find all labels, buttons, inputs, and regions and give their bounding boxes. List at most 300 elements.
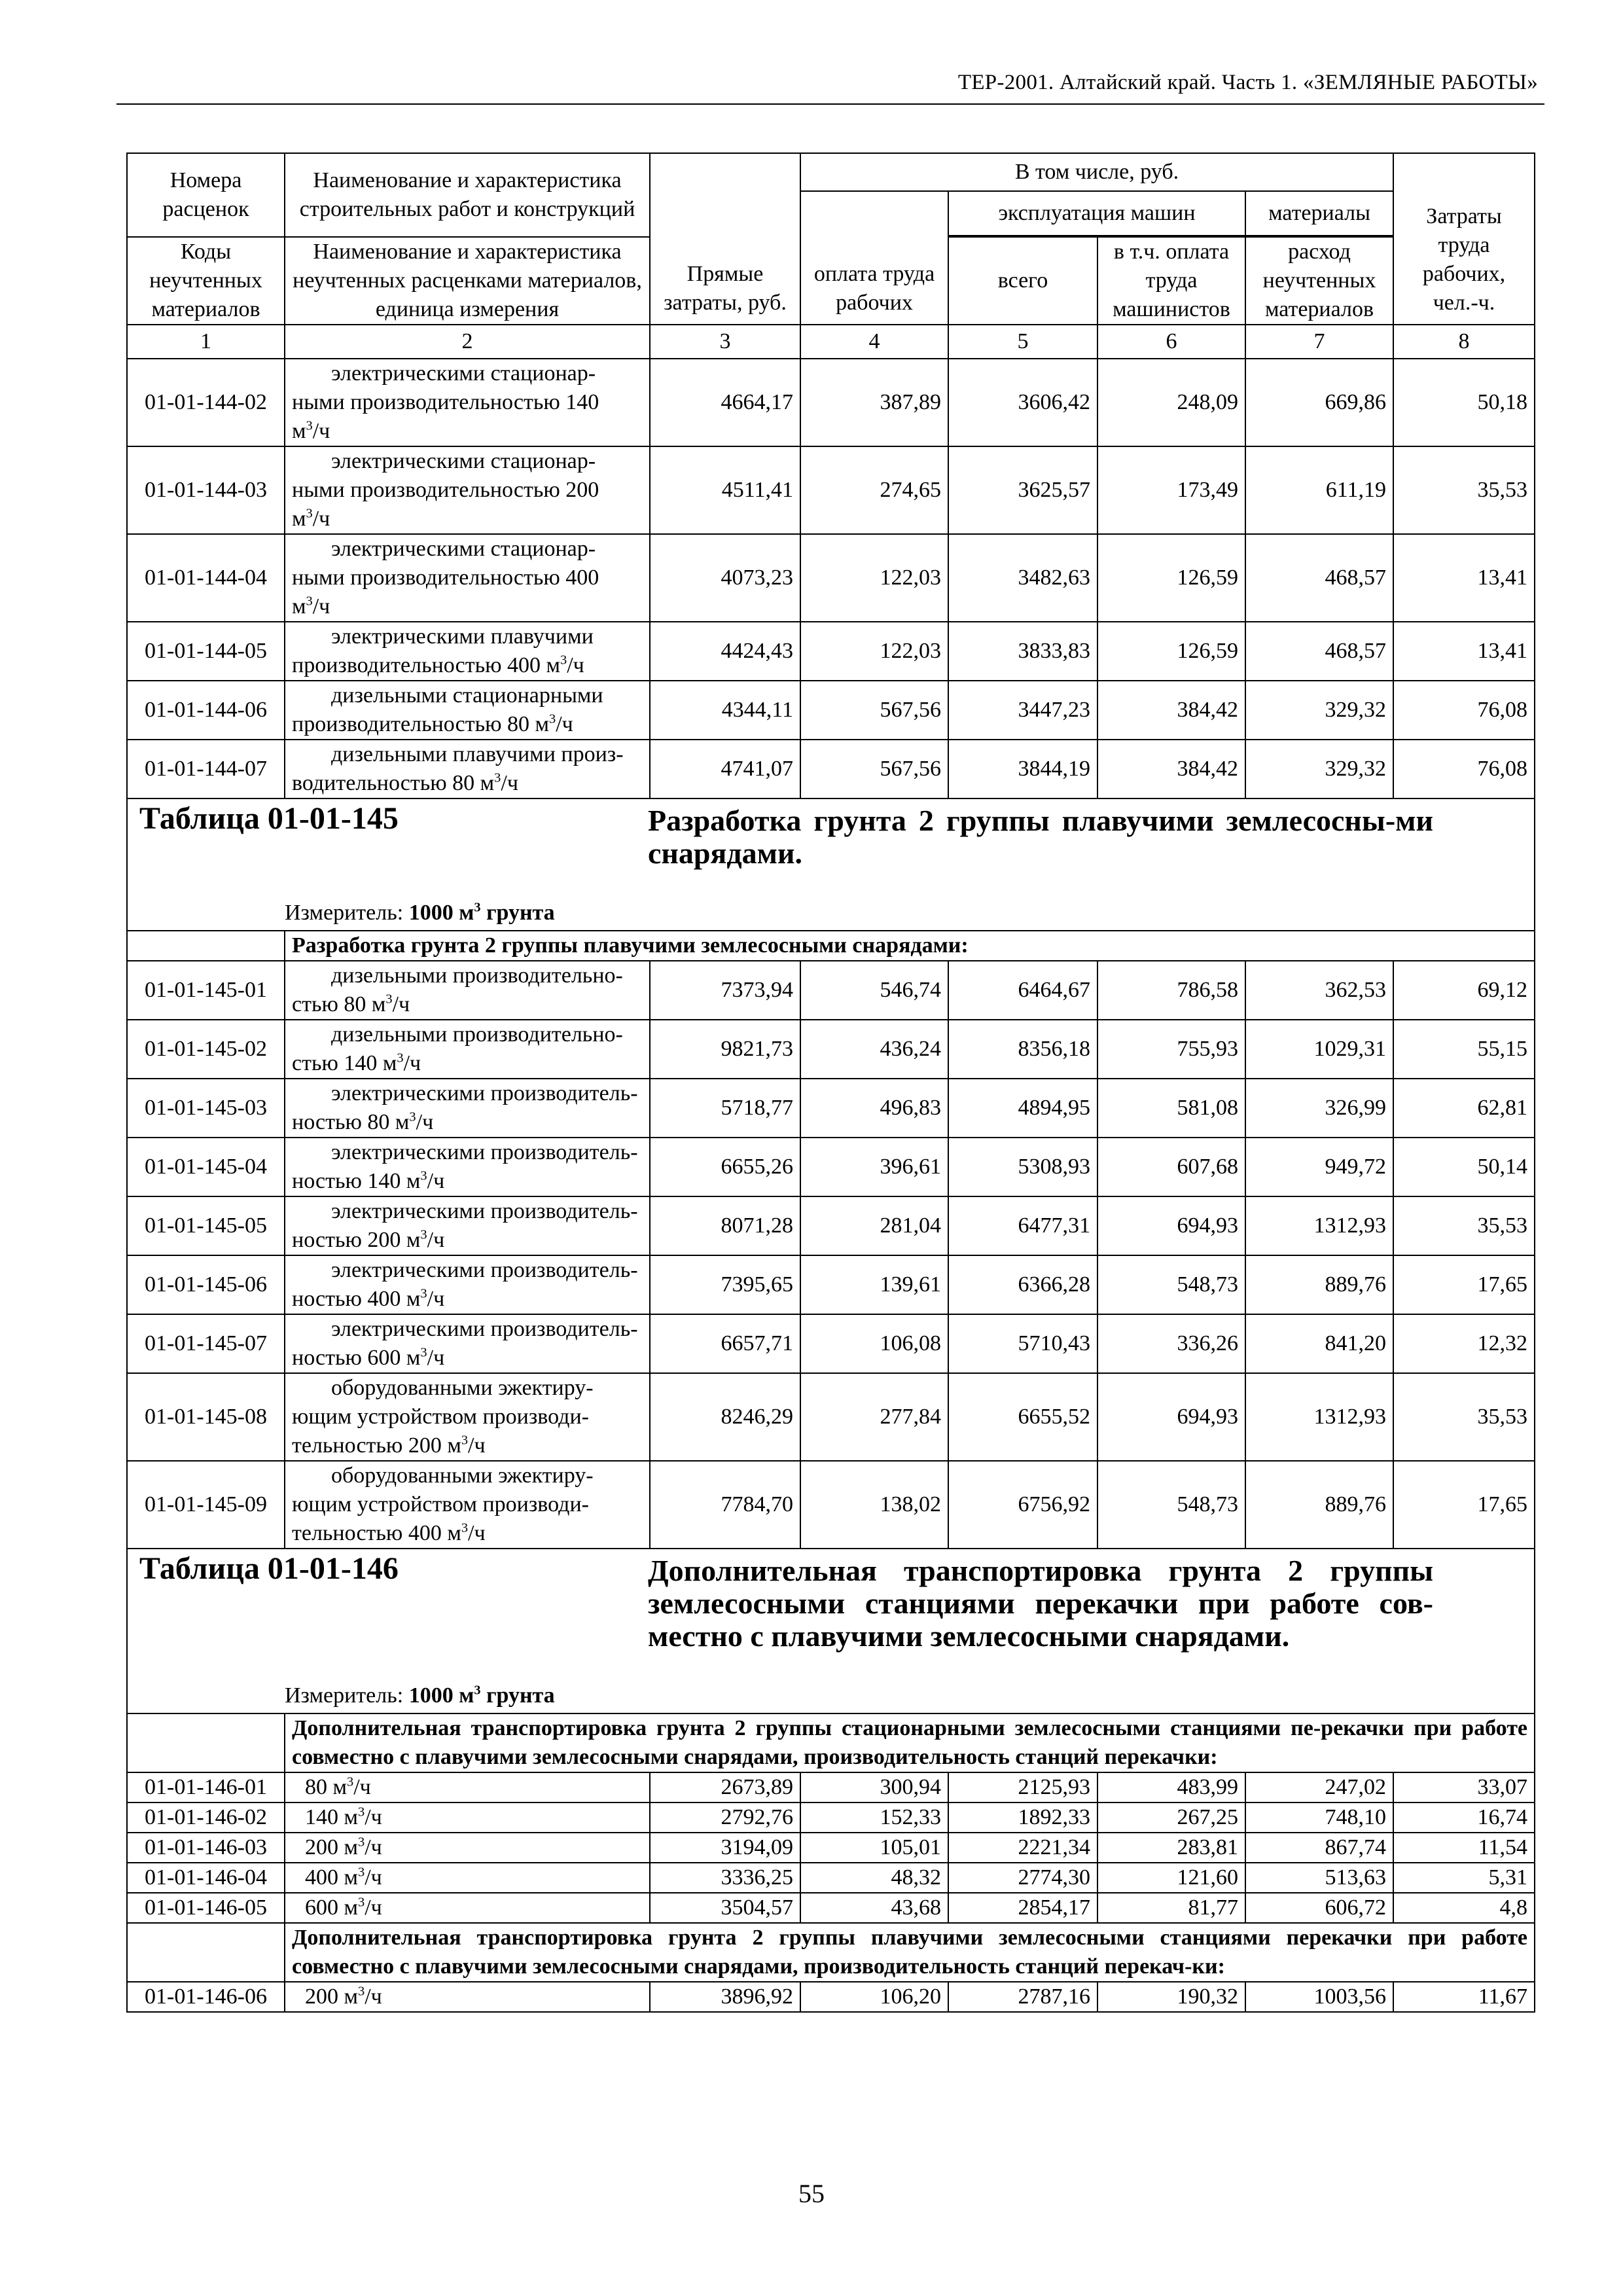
rate-name: 200 м bbox=[305, 1984, 359, 2009]
section-empty-cell bbox=[127, 1923, 285, 1982]
rate-name-cell bbox=[285, 534, 650, 622]
rate-name-line: ющим устройством производи- bbox=[292, 1405, 589, 1429]
value-labor: 11,54 bbox=[1393, 1833, 1535, 1863]
rate-code: 01-01-145-08 bbox=[127, 1373, 285, 1461]
unit-exponent: 3 bbox=[549, 711, 556, 726]
table-row bbox=[127, 534, 1535, 622]
value-direct: 4511,41 bbox=[650, 446, 800, 534]
rate-code: 01-01-145-03 bbox=[127, 1079, 285, 1138]
value-pay: 567,56 bbox=[800, 681, 948, 740]
unit-per-hour: /ч bbox=[365, 1984, 382, 2009]
unit-exponent: 3 bbox=[494, 770, 501, 785]
table-title-row bbox=[127, 798, 1535, 931]
unit-per-hour: /ч bbox=[468, 1521, 486, 1545]
rate-name: 200 м bbox=[305, 1835, 359, 1859]
rate-code: 01-01-145-09 bbox=[127, 1461, 285, 1549]
value-labor: 5,31 bbox=[1393, 1863, 1535, 1893]
rate-name-line: водительностью 80 м bbox=[292, 771, 495, 795]
rate-name-line: ностью 80 м bbox=[292, 1110, 410, 1134]
table-row bbox=[127, 1255, 1535, 1314]
section-row bbox=[127, 1713, 1535, 1772]
value-machines: 6464,67 bbox=[948, 961, 1097, 1020]
table-title: Дополнительная транспортировка грунта 2 группы землесосными станциями перекачки при работе сов-местно с плавучими землесосными снарядами. bbox=[648, 1554, 1433, 1653]
col-number: 2 bbox=[285, 325, 650, 359]
table-row bbox=[127, 1772, 1535, 1803]
rate-name-cell bbox=[285, 740, 650, 798]
unit-per-hour: /ч bbox=[392, 992, 410, 1016]
unit-exponent: 3 bbox=[358, 1804, 365, 1820]
value-pay: 496,83 bbox=[800, 1079, 948, 1138]
table-row bbox=[127, 1982, 1535, 2012]
value-labor: 76,08 bbox=[1393, 681, 1535, 740]
value-labor: 55,15 bbox=[1393, 1020, 1535, 1079]
rate-name-line: электрическими производитель- bbox=[331, 1317, 638, 1341]
unit-exponent: 3 bbox=[560, 653, 567, 668]
value-materials: 1003,56 bbox=[1245, 1982, 1393, 2012]
value-direct: 4073,23 bbox=[650, 534, 800, 622]
unit-exponent: 3 bbox=[409, 1109, 416, 1124]
value-materials: 513,63 bbox=[1245, 1863, 1393, 1893]
table-row bbox=[127, 1373, 1535, 1461]
header-row-1 bbox=[127, 153, 1535, 191]
value-labor: 16,74 bbox=[1393, 1803, 1535, 1833]
value-machines: 5308,93 bbox=[948, 1138, 1097, 1196]
value-operators: 548,73 bbox=[1097, 1461, 1245, 1549]
rate-name-line: электрическими стационар- bbox=[331, 537, 596, 561]
value-operators: 126,59 bbox=[1097, 622, 1245, 681]
value-machines: 6477,31 bbox=[948, 1196, 1097, 1255]
value-materials: 889,76 bbox=[1245, 1255, 1393, 1314]
value-direct: 9821,73 bbox=[650, 1020, 800, 1079]
value-machines: 2221,34 bbox=[948, 1833, 1097, 1863]
value-labor: 11,67 bbox=[1393, 1982, 1535, 2012]
unit-per-hour: /ч bbox=[427, 1346, 445, 1370]
value-direct: 2792,76 bbox=[650, 1803, 800, 1833]
rate-name-line: ными производительностью 140 bbox=[292, 390, 599, 414]
value-operators: 755,93 bbox=[1097, 1020, 1245, 1079]
rate-name: 80 м bbox=[305, 1775, 348, 1799]
rate-name-line: электрическими стационар- bbox=[331, 361, 596, 386]
table-title-block bbox=[128, 1549, 1534, 1713]
hdr-materials: материалы bbox=[1245, 191, 1393, 236]
rate-code: 01-01-144-05 bbox=[127, 622, 285, 681]
unit-exponent: 3 bbox=[461, 1520, 469, 1535]
value-labor: 50,18 bbox=[1393, 359, 1535, 446]
value-operators: 384,42 bbox=[1097, 740, 1245, 798]
value-direct: 6655,26 bbox=[650, 1138, 800, 1196]
unit-exponent: 3 bbox=[358, 1895, 365, 1910]
hdr-total: всего bbox=[948, 237, 1097, 325]
value-operators: 581,08 bbox=[1097, 1079, 1245, 1138]
value-pay: 122,03 bbox=[800, 534, 948, 622]
hdr-work-name: Наименование и характеристика строительных работ и конструкций bbox=[285, 153, 650, 237]
rate-name-cell bbox=[285, 1982, 650, 2012]
rate-code: 01-01-146-01 bbox=[127, 1772, 285, 1803]
value-direct: 4741,07 bbox=[650, 740, 800, 798]
value-machines: 2125,93 bbox=[948, 1772, 1097, 1803]
hdr-unaccounted-materials: расход неучтенных материалов bbox=[1245, 237, 1393, 325]
rate-code: 01-01-145-05 bbox=[127, 1196, 285, 1255]
value-operators: 548,73 bbox=[1097, 1255, 1245, 1314]
unit-text: м bbox=[292, 594, 306, 619]
value-direct: 3336,25 bbox=[650, 1863, 800, 1893]
value-labor: 35,53 bbox=[1393, 1373, 1535, 1461]
section-empty-cell bbox=[127, 1713, 285, 1772]
table-label: Таблица 01-01-146 bbox=[139, 1551, 399, 1586]
value-materials: 611,19 bbox=[1245, 446, 1393, 534]
rate-name-line: ющим устройством производи- bbox=[292, 1492, 589, 1516]
unit-exponent: 3 bbox=[306, 506, 313, 521]
unit-per-hour: /ч bbox=[365, 1865, 382, 1890]
unit-per-hour: /ч bbox=[365, 1805, 382, 1829]
unit-exponent: 3 bbox=[420, 1227, 427, 1242]
value-machines: 5710,43 bbox=[948, 1314, 1097, 1373]
unit-exponent: 3 bbox=[358, 1865, 365, 1880]
value-materials: 669,86 bbox=[1245, 359, 1393, 446]
rate-name-cell bbox=[285, 1138, 650, 1196]
value-machines: 3625,57 bbox=[948, 446, 1097, 534]
value-machines: 6655,52 bbox=[948, 1373, 1097, 1461]
unit-per-hour: /ч bbox=[468, 1433, 486, 1458]
value-pay: 396,61 bbox=[800, 1138, 948, 1196]
unit-exponent: 3 bbox=[474, 900, 481, 915]
rate-code: 01-01-144-02 bbox=[127, 359, 285, 446]
value-labor: 76,08 bbox=[1393, 740, 1535, 798]
unit-per-hour: /ч bbox=[427, 1169, 445, 1193]
value-machines: 2774,30 bbox=[948, 1863, 1097, 1893]
value-machines: 6756,92 bbox=[948, 1461, 1097, 1549]
unit-exponent: 3 bbox=[385, 992, 393, 1007]
unit-per-hour: /ч bbox=[312, 594, 330, 619]
rate-name-cell bbox=[285, 446, 650, 534]
value-operators: 173,49 bbox=[1097, 446, 1245, 534]
rate-code: 01-01-144-07 bbox=[127, 740, 285, 798]
measure-suffix: грунта bbox=[480, 1683, 555, 1708]
hdr-labor-costs bbox=[1393, 153, 1535, 325]
rate-code: 01-01-145-01 bbox=[127, 961, 285, 1020]
value-machines: 4894,95 bbox=[948, 1079, 1097, 1138]
value-pay: 106,08 bbox=[800, 1314, 948, 1373]
value-labor: 13,41 bbox=[1393, 622, 1535, 681]
value-machines: 1892,33 bbox=[948, 1803, 1097, 1833]
rate-code: 01-01-144-06 bbox=[127, 681, 285, 740]
rate-name-line: электрическими производитель- bbox=[331, 1199, 638, 1223]
table-measure bbox=[285, 1681, 555, 1710]
value-direct: 4424,43 bbox=[650, 622, 800, 681]
unit-exponent: 3 bbox=[306, 418, 313, 433]
value-materials: 468,57 bbox=[1245, 534, 1393, 622]
table-row bbox=[127, 681, 1535, 740]
value-labor: 4,8 bbox=[1393, 1893, 1535, 1923]
table-row bbox=[127, 1893, 1535, 1923]
unit-per-hour: /ч bbox=[353, 1775, 371, 1799]
unit-exponent: 3 bbox=[420, 1168, 427, 1183]
rate-name-line: ностью 140 м bbox=[292, 1169, 421, 1193]
unit-exponent: 3 bbox=[420, 1345, 427, 1360]
col-number: 3 bbox=[650, 325, 800, 359]
value-materials: 468,57 bbox=[1245, 622, 1393, 681]
unit-per-hour: /ч bbox=[312, 507, 330, 531]
table-row bbox=[127, 1138, 1535, 1196]
rate-name-cell bbox=[285, 681, 650, 740]
value-pay: 122,03 bbox=[800, 622, 948, 681]
section-title: Дополнительная транспортировка грунта 2 группы плавучими землесосными станциями перекачки при работе совместно с плавучими землесосными снарядами, производительность станций перекач-ки: bbox=[285, 1923, 1535, 1982]
rate-name-cell bbox=[285, 622, 650, 681]
value-direct: 2673,89 bbox=[650, 1772, 800, 1803]
section-empty-cell bbox=[127, 931, 285, 961]
section-title: Дополнительная транспортировка грунта 2 группы стационарными землесосными станциями пе-рекачки при работе совместно с плавучими землесосными снарядами, производительность станций перекачки: bbox=[285, 1713, 1535, 1772]
hdr-material-name: Наименование и характеристика неучтенных расценками материалов, единица измерения bbox=[285, 237, 650, 325]
rate-name-line: ностью 200 м bbox=[292, 1228, 421, 1252]
measure-prefix: Измеритель: bbox=[285, 901, 404, 925]
value-operators: 248,09 bbox=[1097, 359, 1245, 446]
value-machines: 3606,42 bbox=[948, 359, 1097, 446]
value-machines: 2787,16 bbox=[948, 1982, 1097, 2012]
unit-exponent: 3 bbox=[461, 1433, 469, 1448]
rate-name-cell bbox=[285, 1772, 650, 1803]
value-direct: 7373,94 bbox=[650, 961, 800, 1020]
value-pay: 105,01 bbox=[800, 1833, 948, 1863]
unit-exponent: 3 bbox=[347, 1774, 354, 1789]
col-number: 1 bbox=[127, 325, 285, 359]
value-labor: 50,14 bbox=[1393, 1138, 1535, 1196]
value-materials: 362,53 bbox=[1245, 961, 1393, 1020]
value-materials: 889,76 bbox=[1245, 1461, 1393, 1549]
value-labor: 13,41 bbox=[1393, 534, 1535, 622]
column-numbers-row bbox=[127, 325, 1535, 359]
rate-name-line: ностью 600 м bbox=[292, 1346, 421, 1370]
table-row bbox=[127, 622, 1535, 681]
table-measure bbox=[285, 899, 555, 927]
table-row bbox=[127, 1461, 1535, 1549]
rate-name-line: электрическими плавучими bbox=[331, 624, 594, 649]
value-operators: 190,32 bbox=[1097, 1982, 1245, 2012]
value-operators: 121,60 bbox=[1097, 1863, 1245, 1893]
rate-name-cell bbox=[285, 359, 650, 446]
rate-code: 01-01-145-04 bbox=[127, 1138, 285, 1196]
value-pay: 152,33 bbox=[800, 1803, 948, 1833]
value-labor: 35,53 bbox=[1393, 1196, 1535, 1255]
measure-suffix: грунта bbox=[480, 901, 555, 925]
rate-name-line: дизельными стационарными bbox=[331, 683, 603, 708]
table-title-row bbox=[127, 1549, 1535, 1713]
value-pay: 387,89 bbox=[800, 359, 948, 446]
value-machines: 8356,18 bbox=[948, 1020, 1097, 1079]
value-operators: 694,93 bbox=[1097, 1196, 1245, 1255]
rate-name-line: дизельными производительно- bbox=[331, 1022, 623, 1047]
value-operators: 607,68 bbox=[1097, 1138, 1245, 1196]
unit-per-hour: /ч bbox=[556, 712, 573, 736]
rate-name: 600 м bbox=[305, 1895, 359, 1920]
hdr-labor-costs-label: Затраты труда рабочих, чел.-ч. bbox=[1422, 204, 1506, 315]
section-row bbox=[127, 1923, 1535, 1982]
rate-name-cell bbox=[285, 961, 650, 1020]
value-direct: 5718,77 bbox=[650, 1079, 800, 1138]
value-operators: 694,93 bbox=[1097, 1373, 1245, 1461]
value-pay: 139,61 bbox=[800, 1255, 948, 1314]
rate-name-line: оборудованными эжектиру- bbox=[331, 1376, 594, 1400]
value-pay: 138,02 bbox=[800, 1461, 948, 1549]
rate-name-cell bbox=[285, 1196, 650, 1255]
rate-name-cell bbox=[285, 1314, 650, 1373]
hdr-rate-numbers: Номера расценок bbox=[127, 153, 285, 237]
rate-name-line: ными производительностью 400 bbox=[292, 565, 599, 590]
value-direct: 8071,28 bbox=[650, 1196, 800, 1255]
value-pay: 281,04 bbox=[800, 1196, 948, 1255]
value-materials: 1312,93 bbox=[1245, 1196, 1393, 1255]
rate-name-line: ностью 400 м bbox=[292, 1287, 421, 1311]
value-pay: 106,20 bbox=[800, 1982, 948, 2012]
value-materials: 606,72 bbox=[1245, 1893, 1393, 1923]
table-label: Таблица 01-01-145 bbox=[139, 801, 399, 836]
section-row bbox=[127, 931, 1535, 961]
table-row bbox=[127, 961, 1535, 1020]
hdr-material-codes: Коды неучтенных материалов bbox=[127, 237, 285, 325]
value-materials: 1312,93 bbox=[1245, 1373, 1393, 1461]
value-labor: 12,32 bbox=[1393, 1314, 1535, 1373]
measure-value: 1000 м bbox=[408, 1683, 474, 1708]
table-row bbox=[127, 1020, 1535, 1079]
value-materials: 841,20 bbox=[1245, 1314, 1393, 1373]
rate-code: 01-01-146-05 bbox=[127, 1893, 285, 1923]
rate-name-cell bbox=[285, 1079, 650, 1138]
table-row bbox=[127, 1079, 1535, 1138]
rate-name-line: электрическими производитель- bbox=[331, 1140, 638, 1164]
rate-name-line: электрическими стационар- bbox=[331, 449, 596, 473]
value-direct: 7784,70 bbox=[650, 1461, 800, 1549]
table-title-cell bbox=[127, 1549, 1535, 1713]
table-row bbox=[127, 740, 1535, 798]
unit-exponent: 3 bbox=[474, 1683, 481, 1698]
rate-code: 01-01-144-04 bbox=[127, 534, 285, 622]
hdr-operator-pay: в т.ч. оплата труда машинистов bbox=[1097, 237, 1245, 325]
rate-name-line: электрическими производитель- bbox=[331, 1081, 638, 1105]
value-machines: 3447,23 bbox=[948, 681, 1097, 740]
value-labor: 69,12 bbox=[1393, 961, 1535, 1020]
rate-name: 140 м bbox=[305, 1805, 359, 1829]
unit-per-hour: /ч bbox=[365, 1895, 382, 1920]
rate-name-cell bbox=[285, 1461, 650, 1549]
unit-text: м bbox=[292, 507, 306, 531]
value-labor: 33,07 bbox=[1393, 1772, 1535, 1803]
col-number: 8 bbox=[1393, 325, 1535, 359]
rate-name-line: дизельными плавучими произ- bbox=[331, 742, 624, 766]
table-title: Разработка грунта 2 группы плавучими землесосны-ми снарядами. bbox=[648, 804, 1433, 870]
unit-per-hour: /ч bbox=[312, 419, 330, 443]
hdr-direct-costs bbox=[650, 153, 800, 325]
rate-code: 01-01-145-07 bbox=[127, 1314, 285, 1373]
rate-code: 01-01-146-02 bbox=[127, 1803, 285, 1833]
rate-name-cell bbox=[285, 1020, 650, 1079]
measure-value: 1000 м bbox=[408, 901, 474, 925]
hdr-direct-costs-label: Прямые затраты, руб. bbox=[664, 262, 787, 315]
value-labor: 62,81 bbox=[1393, 1079, 1535, 1138]
rate-code: 01-01-145-02 bbox=[127, 1020, 285, 1079]
value-direct: 6657,71 bbox=[650, 1314, 800, 1373]
rate-name-line: электрическими производитель- bbox=[331, 1258, 638, 1282]
value-operators: 283,81 bbox=[1097, 1833, 1245, 1863]
value-materials: 949,72 bbox=[1245, 1138, 1393, 1196]
unit-per-hour: /ч bbox=[427, 1287, 445, 1311]
value-labor: 35,53 bbox=[1393, 446, 1535, 534]
table-row bbox=[127, 1833, 1535, 1863]
rate-name-cell bbox=[285, 1373, 650, 1461]
unit-per-hour: /ч bbox=[427, 1228, 445, 1252]
rate-name-line: стью 80 м bbox=[292, 992, 386, 1016]
value-direct: 3504,57 bbox=[650, 1893, 800, 1923]
rate-name-cell bbox=[285, 1255, 650, 1314]
rate-name-line: производительностью 80 м bbox=[292, 712, 549, 736]
unit-per-hour: /ч bbox=[403, 1051, 421, 1075]
unit-text: м bbox=[292, 419, 306, 443]
table-row bbox=[127, 1863, 1535, 1893]
unit-exponent: 3 bbox=[358, 1835, 365, 1850]
value-machines: 3833,83 bbox=[948, 622, 1097, 681]
rate-name: 400 м bbox=[305, 1865, 359, 1890]
value-materials: 329,32 bbox=[1245, 740, 1393, 798]
table-row bbox=[127, 1196, 1535, 1255]
value-direct: 4664,17 bbox=[650, 359, 800, 446]
rate-name-cell bbox=[285, 1893, 650, 1923]
value-pay: 300,94 bbox=[800, 1772, 948, 1803]
hdr-worker-pay-label: оплата труда рабочих bbox=[813, 262, 935, 315]
value-labor: 17,65 bbox=[1393, 1255, 1535, 1314]
value-machines: 3482,63 bbox=[948, 534, 1097, 622]
unit-per-hour: /ч bbox=[501, 771, 518, 795]
rates-table bbox=[126, 152, 1535, 2013]
hdr-machine-operation: эксплуатация машин bbox=[948, 191, 1245, 236]
value-pay: 436,24 bbox=[800, 1020, 948, 1079]
unit-per-hour: /ч bbox=[567, 653, 584, 677]
page-number: 55 bbox=[798, 2179, 825, 2208]
value-operators: 384,42 bbox=[1097, 681, 1245, 740]
table-row bbox=[127, 1803, 1535, 1833]
rate-name-cell bbox=[285, 1863, 650, 1893]
value-pay: 48,32 bbox=[800, 1863, 948, 1893]
section-title: Разработка грунта 2 группы плавучими землесосными снарядами: bbox=[285, 931, 1535, 961]
value-operators: 786,58 bbox=[1097, 961, 1245, 1020]
value-pay: 546,74 bbox=[800, 961, 948, 1020]
value-pay: 277,84 bbox=[800, 1373, 948, 1461]
value-pay: 274,65 bbox=[800, 446, 948, 534]
rate-code: 01-01-146-03 bbox=[127, 1833, 285, 1863]
rate-name-line: производительностью 400 м bbox=[292, 653, 560, 677]
rate-name-line: ными производительностью 200 bbox=[292, 478, 599, 502]
value-machines: 2854,17 bbox=[948, 1893, 1097, 1923]
value-direct: 7395,65 bbox=[650, 1255, 800, 1314]
value-direct: 3896,92 bbox=[650, 1982, 800, 2012]
value-materials: 748,10 bbox=[1245, 1803, 1393, 1833]
unit-exponent: 3 bbox=[358, 1984, 365, 1999]
col-number: 4 bbox=[800, 325, 948, 359]
rate-name-line: тельностью 400 м bbox=[292, 1521, 461, 1545]
col-number: 5 bbox=[948, 325, 1097, 359]
value-direct: 3194,09 bbox=[650, 1833, 800, 1863]
rate-name-line: тельностью 200 м bbox=[292, 1433, 461, 1458]
table-title-block bbox=[128, 799, 1534, 930]
value-machines: 3844,19 bbox=[948, 740, 1097, 798]
hdr-including: В том числе, руб. bbox=[800, 153, 1393, 191]
rate-name-line: стью 140 м bbox=[292, 1051, 397, 1075]
value-materials: 867,74 bbox=[1245, 1833, 1393, 1863]
value-direct: 8246,29 bbox=[650, 1373, 800, 1461]
running-header bbox=[116, 65, 1544, 105]
value-materials: 247,02 bbox=[1245, 1772, 1393, 1803]
table-title-cell bbox=[127, 798, 1535, 931]
measure-prefix: Измеритель: bbox=[285, 1683, 404, 1708]
unit-per-hour: /ч bbox=[416, 1110, 434, 1134]
value-operators: 336,26 bbox=[1097, 1314, 1245, 1373]
